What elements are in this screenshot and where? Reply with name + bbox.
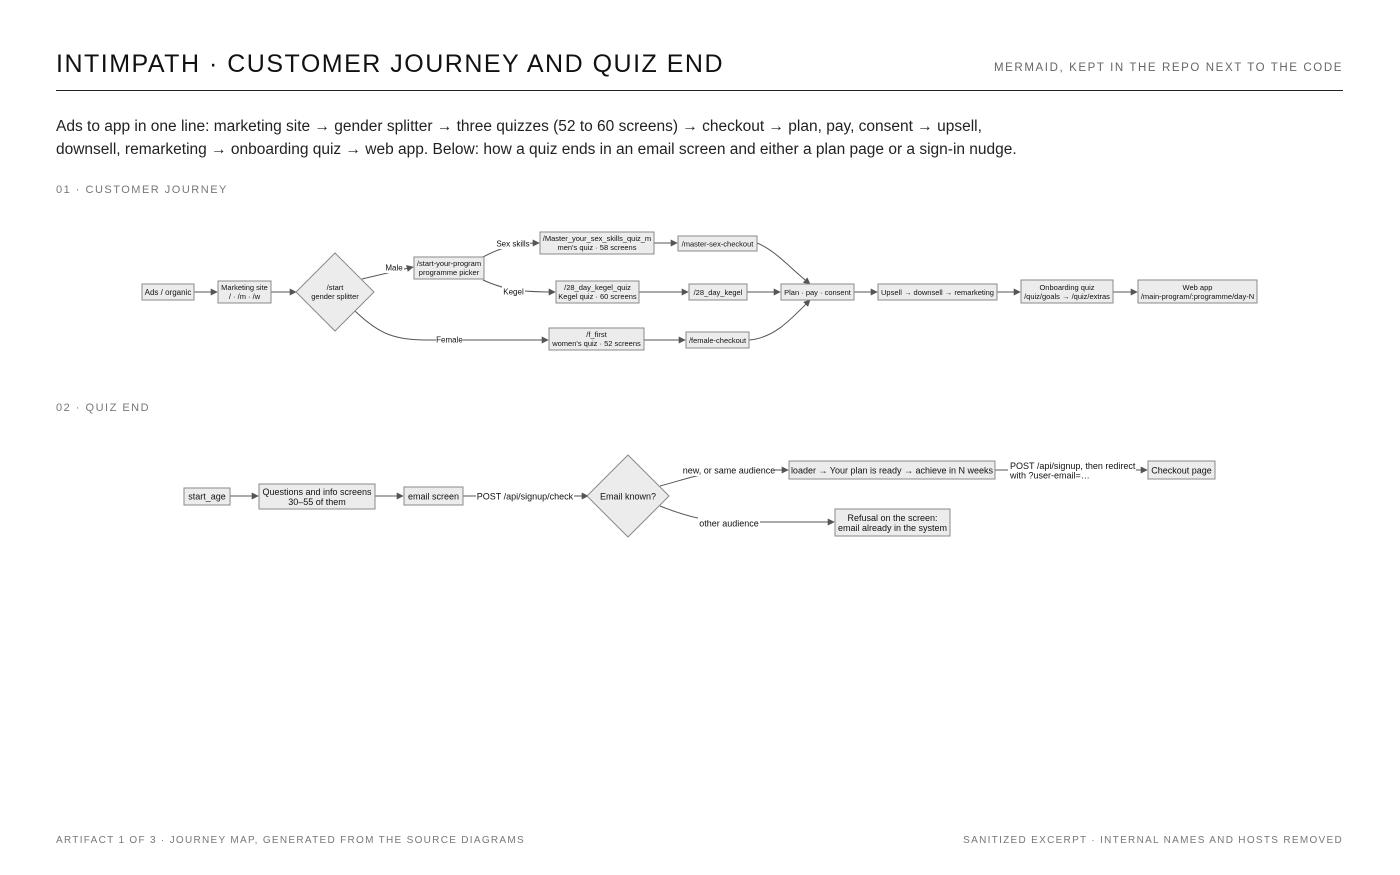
node-email-known — [587, 455, 669, 537]
node-questions — [259, 484, 375, 509]
section-label-quiz-end: 02 · QUIZ END — [56, 402, 151, 414]
edge-label-male: Male — [385, 263, 403, 273]
svg-text:email screen: email screen — [407, 491, 460, 502]
footer-left: ARTIFACT 1 OF 3 · JOURNEY MAP, GENERATED FROM THE SOURCE DIAGRAMS — [56, 835, 526, 846]
svg-text:/quiz/goals → /quiz/extras: /quiz/goals → /quiz/extras — [1024, 292, 1110, 301]
svg-text:women's quiz · 52 screens: women's quiz · 52 screens — [552, 339, 641, 348]
edge-label-signup-redirect-2: with ?user-email=… — [1010, 470, 1090, 481]
svg-text:/female-checkout: /female-checkout — [688, 336, 747, 345]
svg-text:start_age: start_age — [188, 491, 226, 502]
intro-line-1: Ads to app in one line: marketing site → gender splitter → three quizzes (52 to 60 screens) → checkout → plan, pay, consent → upsell, — [56, 118, 982, 135]
edge-label-signup-check: POST /api/signup/check — [476, 491, 574, 502]
page-subtitle: MERMAID, KEPT IN THE REPO NEXT TO THE CODE — [993, 62, 1343, 74]
svg-text:Email known?: Email known? — [599, 491, 657, 502]
node-start-age — [184, 488, 230, 505]
svg-text:men's quiz · 58 screens: men's quiz · 58 screens — [557, 243, 637, 252]
svg-text:loader → Your plan is ready →: loader → Your plan is ready → achieve in N weeks — [790, 465, 994, 476]
section-label-journey: 01 · CUSTOMER JOURNEY — [56, 184, 228, 196]
svg-text:/master-sex-checkout: /master-sex-checkout — [681, 239, 754, 249]
intro-line-2: downsell, remarketing → onboarding quiz → web app. Below: how a quiz ends in an email screen and either a plan page or a sign-in nudge. — [56, 141, 1017, 158]
svg-text:Onboarding quiz: Onboarding quiz — [1039, 283, 1095, 292]
node-email-screen — [404, 487, 463, 505]
edge-label-signup-redirect: POST /api/signup, then redirect — [1010, 461, 1136, 471]
svg-text:Ads / organic: Ads / organic — [144, 288, 192, 297]
svg-text:30–55 of them: 30–55 of them — [288, 497, 346, 507]
edge-label-other-audience: other audience — [699, 518, 759, 529]
svg-text:/start: /start — [326, 283, 344, 292]
svg-text:/28_day_kegel_quiz: /28_day_kegel_quiz — [564, 283, 631, 292]
node-loader — [789, 461, 995, 479]
svg-text:Web app: Web app — [1182, 283, 1213, 292]
svg-text:/ · /m · /w: / · /m · /w — [228, 292, 261, 301]
svg-text:/main-program/:programme/day-N: /main-program/:programme/day-N — [1140, 292, 1255, 301]
svg-text:programme picker: programme picker — [418, 268, 480, 277]
svg-text:Refusal on the screen:: Refusal on the screen: — [847, 513, 938, 523]
edge-label-kegel: Kegel — [503, 287, 524, 297]
footer-right: SANITIZED EXCERPT · INTERNAL NAMES AND HOSTS REMOVED — [963, 835, 1343, 846]
page-title: INTIMPATH · CUSTOMER JOURNEY AND QUIZ END — [56, 50, 725, 78]
node-checkout-page — [1148, 461, 1215, 479]
svg-text:Checkout page: Checkout page — [1151, 465, 1212, 476]
svg-text:/Master_your_sex_skills_quiz_m: /Master_your_sex_skills_quiz_m — [542, 234, 652, 243]
svg-text:email already in the system: email already in the system — [837, 523, 948, 533]
node-refusal — [835, 509, 950, 536]
edge-label-female: Female — [436, 335, 463, 345]
edge-label-sex-skills: Sex skills — [496, 239, 530, 249]
svg-text:Plan · pay · consent: Plan · pay · consent — [784, 288, 851, 297]
svg-text:Questions and info screens: Questions and info screens — [262, 487, 372, 497]
svg-text:Kegel quiz · 60 screens: Kegel quiz · 60 screens — [558, 292, 637, 301]
svg-text:Upsell → downsell → remarketin: Upsell → downsell → remarketing — [881, 288, 994, 297]
svg-text:/start-your-program: /start-your-program — [416, 259, 482, 268]
svg-text:gender splitter: gender splitter — [311, 292, 359, 301]
svg-text:/f_first: /f_first — [586, 330, 607, 339]
edge-label-new-audience: new, or same audience — [682, 465, 776, 476]
svg-text:/28_day_kegel: /28_day_kegel — [693, 288, 743, 297]
svg-text:Marketing site: Marketing site — [221, 283, 268, 292]
